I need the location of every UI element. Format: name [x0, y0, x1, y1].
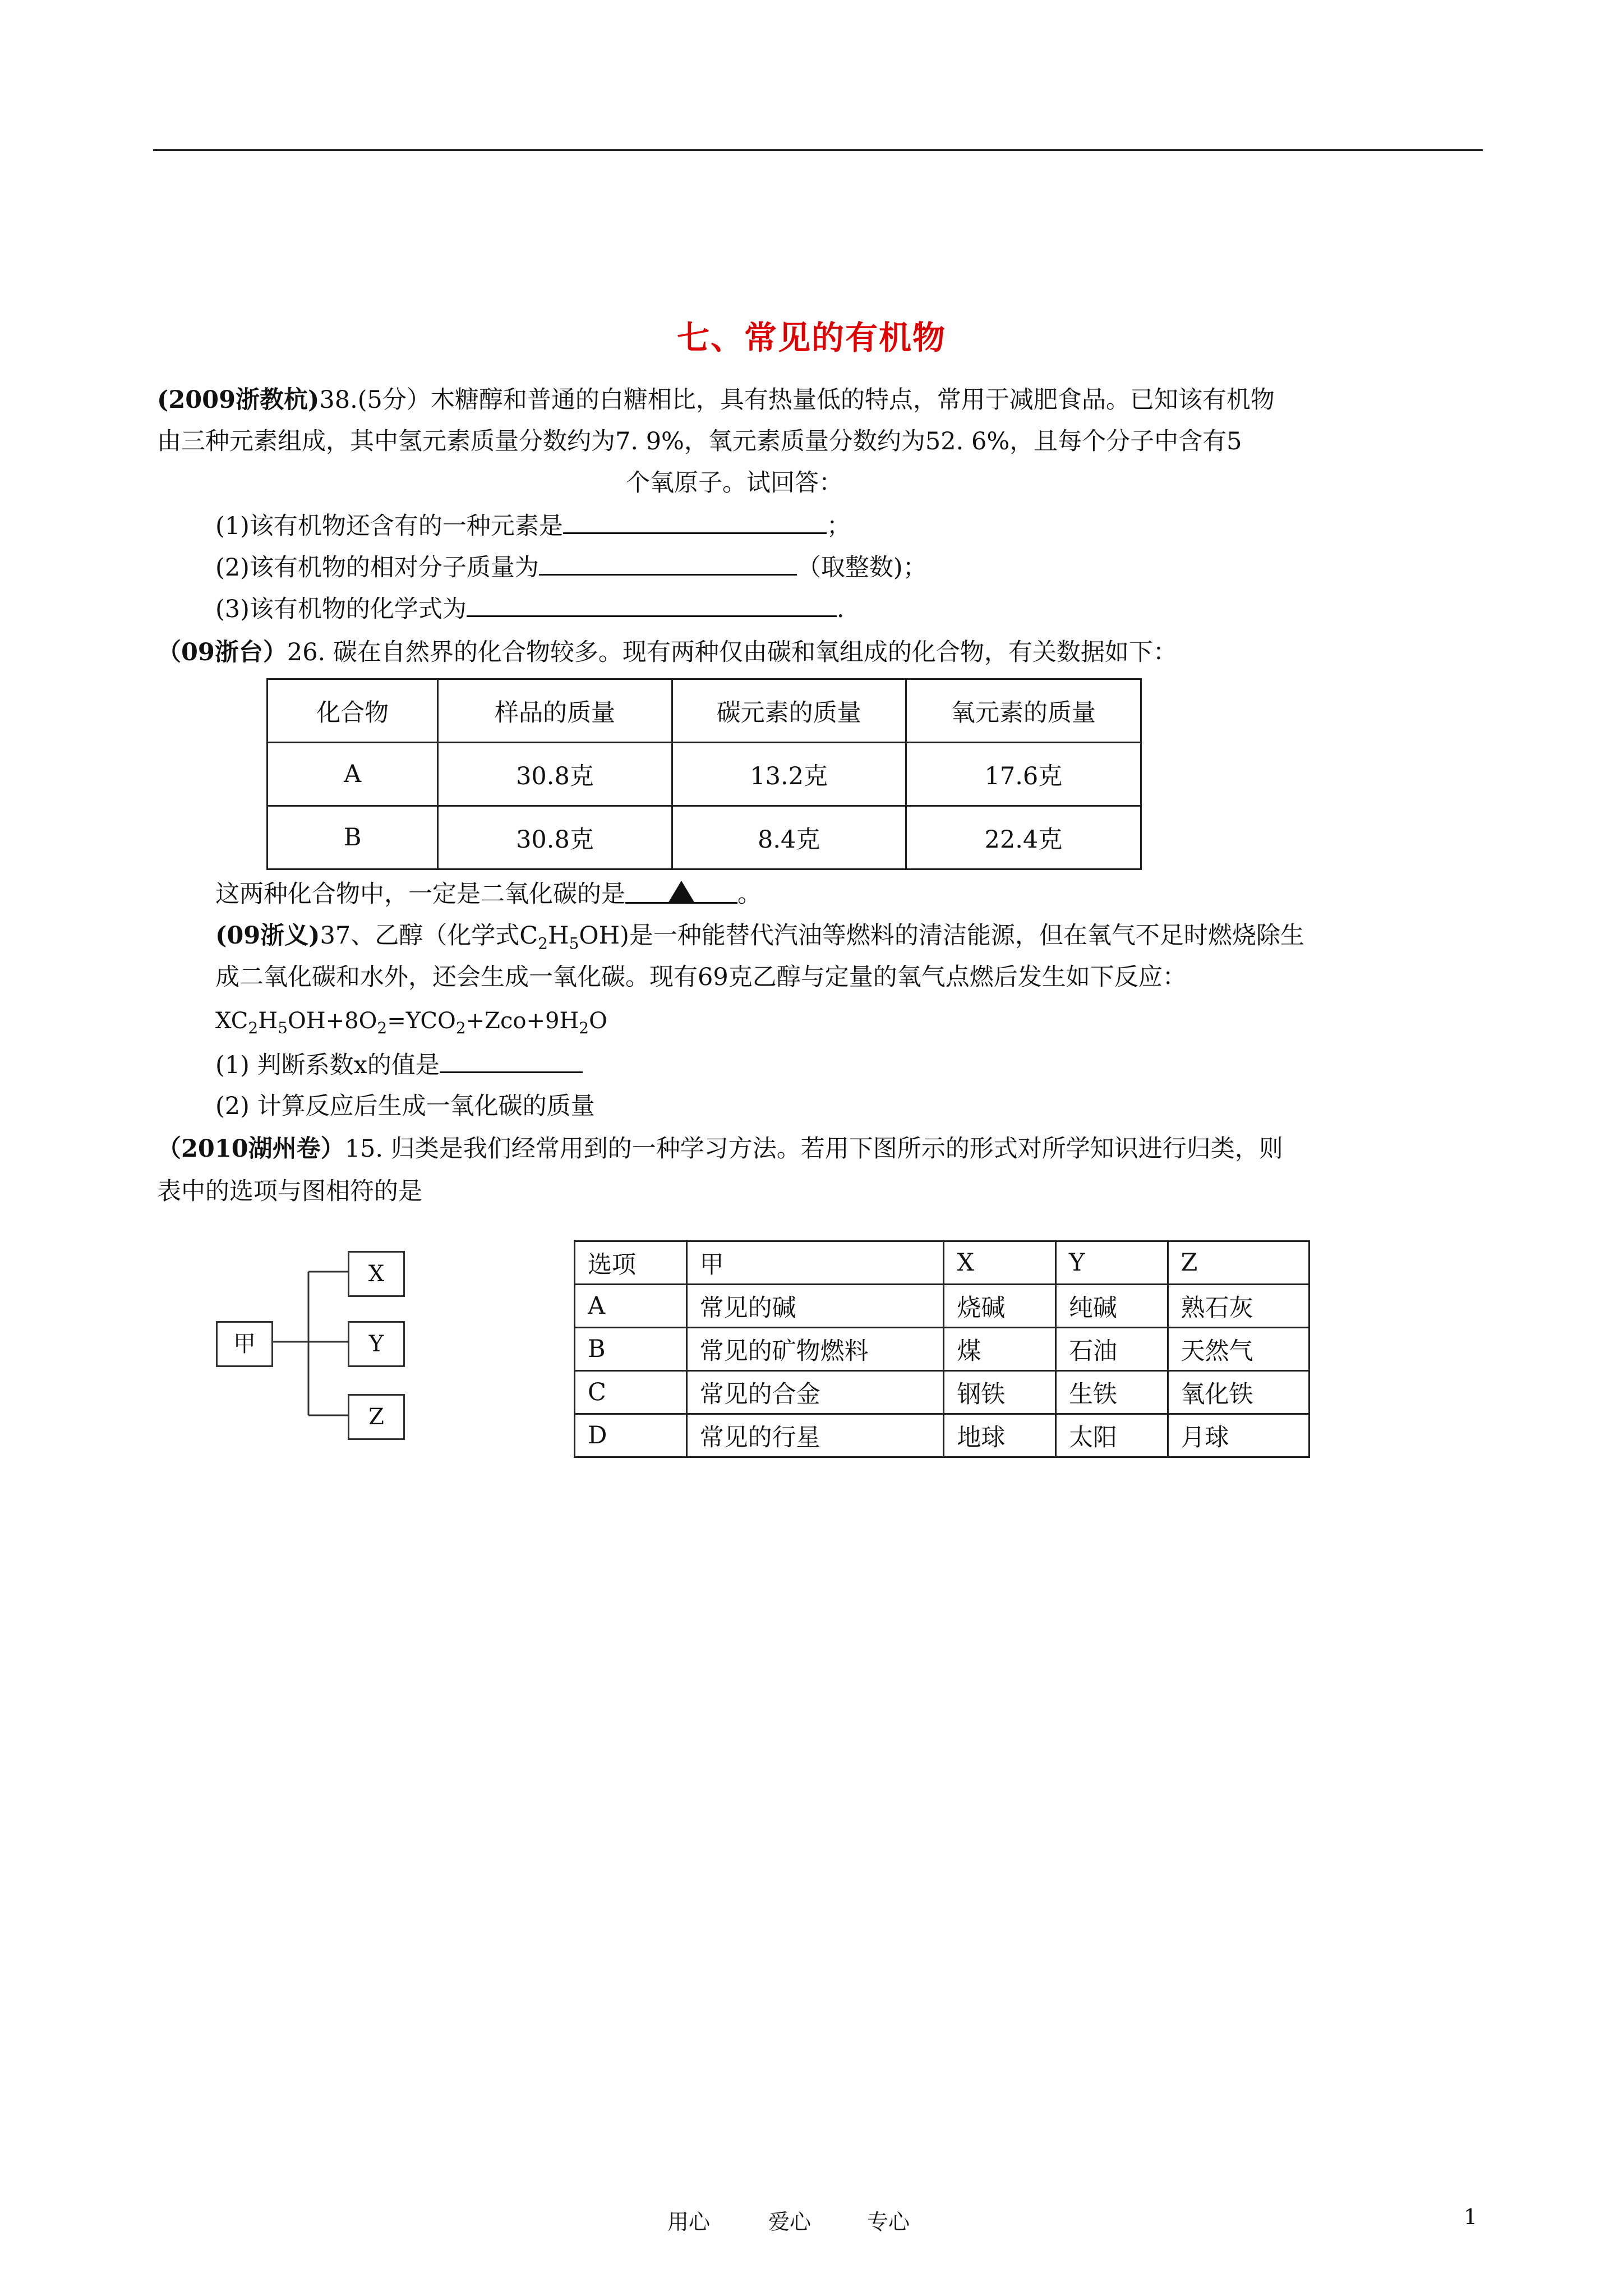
q1-sub1 — [215, 508, 851, 543]
table-header-cell: Z — [1168, 1241, 1309, 1285]
table-header-cell: 化合物 — [268, 679, 438, 743]
q1-sub3-end: . — [836, 595, 845, 623]
table-header-cell: 碳元素的质量 — [672, 679, 906, 743]
subscript: 5 — [569, 934, 579, 953]
table-cell: 生铁 — [1055, 1371, 1168, 1414]
table-cell: 30.8克 — [438, 806, 672, 869]
footer-middle: 爱心 — [768, 2210, 811, 2234]
table-header-cell: 样品的质量 — [438, 679, 672, 743]
q1-sub2-end: （取整数)； — [796, 554, 927, 582]
table-cell: 天然气 — [1168, 1328, 1309, 1371]
diagram-root-box: 甲 — [216, 1321, 273, 1367]
q4-text: 15. 归类是我们经常用到的一种学习方法。若用下图所示的形式对所学知识进行归类，则 — [344, 1135, 1283, 1163]
q3-text: 37、乙醇（化学式C — [320, 922, 538, 950]
subscript: 2 — [538, 934, 548, 953]
table-header-cell: Y — [1055, 1241, 1168, 1285]
table-cell: 常见的合金 — [686, 1371, 944, 1414]
table-cell: 30.8克 — [438, 743, 672, 806]
q1-line1 — [157, 383, 1275, 417]
options-table — [574, 1240, 1310, 1458]
q3-sub2: (2) 计算反应后生成一氧化碳的质量 — [215, 1092, 595, 1120]
q4-line1 — [157, 1132, 1283, 1166]
q1-sub1-end: ； — [826, 512, 851, 540]
table-cell: 常见的碱 — [686, 1285, 944, 1328]
q1-sub3 — [215, 591, 845, 626]
answer-blank-2[interactable] — [539, 549, 797, 576]
table-row — [268, 806, 1141, 869]
subscript: 2 — [377, 1019, 388, 1037]
q3-line1 — [215, 919, 1304, 961]
eq-part: OH+8O — [287, 1008, 377, 1034]
table-cell: A — [575, 1285, 687, 1328]
table-header-row — [575, 1241, 1310, 1285]
answer-blank-4[interactable] — [625, 877, 737, 904]
table-header-cell: 氧元素的质量 — [906, 679, 1141, 743]
header-rule — [153, 149, 1483, 151]
q3-sub1 — [215, 1047, 583, 1082]
q2-text: 26. 碳在自然界的化合物较多。现有两种仅由碳和氧组成的化合物，有关数据如下： — [287, 638, 1177, 666]
q2-after-text: 这两种化合物中，一定是二氧化碳的是 — [215, 880, 625, 908]
q3-sub1-text: (1) 判断系数x的值是 — [215, 1051, 440, 1079]
table-row — [575, 1414, 1310, 1457]
q1-line2: 由三种元素组成，其中氢元素质量分数约为7. 9%，氧元素质量分数约为52. 6%，且每个分子中含有5 — [157, 427, 1242, 455]
answer-blank-3[interactable] — [467, 591, 837, 617]
table-cell: 13.2克 — [672, 743, 906, 806]
table-cell: 钢铁 — [944, 1371, 1056, 1414]
table-header-row — [268, 679, 1141, 743]
q4-line2: 表中的选项与图相符的是 — [157, 1177, 422, 1205]
subscript: 5 — [278, 1019, 288, 1037]
table-cell: 地球 — [944, 1414, 1056, 1457]
eq-part: O — [589, 1008, 607, 1034]
table-header-cell: 选项 — [575, 1241, 687, 1285]
diagram-child-box: X — [348, 1251, 405, 1297]
eq-part: H — [258, 1008, 278, 1034]
q3-text: OH)是一种能替代汽油等燃料的清洁能源，但在氧气不足时燃烧除生 — [579, 922, 1304, 950]
q3-line2: 成二氧化碳和水外，还会生成一氧化碳。现有69克乙醇与定量的氧气点燃后发生如下反应： — [215, 963, 1187, 991]
table-cell: D — [575, 1414, 687, 1457]
table-row — [575, 1285, 1310, 1328]
q1-text1: 38.(5分）木糖醇和普通的白糖相比，具有热量低的特点，常用于减肥食品。已知该有机物 — [319, 386, 1275, 414]
table-row — [575, 1328, 1310, 1371]
q2-line1 — [157, 636, 1177, 669]
q2-source: （09浙台） — [157, 638, 287, 666]
page-number: 1 — [1464, 2205, 1478, 2229]
diagram-child-box: Y — [348, 1321, 405, 1367]
triangle-icon — [668, 881, 695, 903]
table-cell: 常见的行星 — [686, 1414, 944, 1457]
q1-sub2 — [215, 549, 927, 585]
table-cell: 熟石灰 — [1168, 1285, 1309, 1328]
table-cell: 月球 — [1168, 1414, 1309, 1457]
answer-blank-5[interactable] — [440, 1047, 583, 1073]
diagram-child-box: Z — [348, 1394, 405, 1440]
table-cell: 8.4克 — [672, 806, 906, 869]
table-cell: 氧化铁 — [1168, 1371, 1309, 1414]
table-header-cell: 甲 — [686, 1241, 944, 1285]
table-cell: 石油 — [1055, 1328, 1168, 1371]
table-cell: B — [575, 1328, 687, 1371]
q1-source: (2009浙教杭) — [157, 386, 320, 414]
table-row — [268, 743, 1141, 806]
table-cell: C — [575, 1371, 687, 1414]
table-cell: B — [268, 806, 438, 869]
footer-left: 用心 — [667, 2210, 711, 2234]
subscript: 2 — [455, 1019, 466, 1037]
page-title: 七、常见的有机物 — [676, 319, 946, 357]
table-cell: 太阳 — [1055, 1414, 1168, 1457]
classification-diagram — [213, 1237, 415, 1456]
table-header-cell: X — [944, 1241, 1056, 1285]
table-row — [575, 1371, 1310, 1414]
eq-part: +Zco+9H — [465, 1008, 579, 1034]
table-cell: 烧碱 — [944, 1285, 1056, 1328]
table-cell: A — [268, 743, 438, 806]
q1-sub1-text: (1)该有机物还含有的一种元素是 — [215, 512, 563, 540]
footer-right: 专心 — [867, 2210, 910, 2234]
table-cell: 常见的矿物燃料 — [686, 1328, 944, 1371]
table-cell: 17.6克 — [906, 743, 1141, 806]
q1-line3: 个氧原子。试回答： — [626, 469, 843, 497]
subscript: 2 — [248, 1019, 259, 1037]
q3-source: (09浙义) — [215, 922, 320, 950]
eq-part: XC — [215, 1008, 248, 1034]
q1-sub3-text: (3)该有机物的化学式为 — [215, 595, 467, 623]
q1-sub2-text: (2)该有机物的相对分子质量为 — [215, 554, 539, 582]
q3-text: H — [547, 922, 569, 950]
table-cell: 22.4克 — [906, 806, 1141, 869]
answer-blank-1[interactable] — [563, 508, 827, 534]
table-cell: 纯碱 — [1055, 1285, 1168, 1328]
q4-source: （2010湖州卷） — [157, 1135, 345, 1163]
q2-after — [215, 877, 762, 911]
eq-part: =YCO — [387, 1008, 456, 1034]
chemical-equation — [215, 1004, 607, 1045]
compound-table — [266, 678, 1142, 870]
q2-after-end: 。 — [737, 880, 762, 908]
table-cell: 煤 — [944, 1328, 1056, 1371]
subscript: 2 — [579, 1019, 589, 1037]
